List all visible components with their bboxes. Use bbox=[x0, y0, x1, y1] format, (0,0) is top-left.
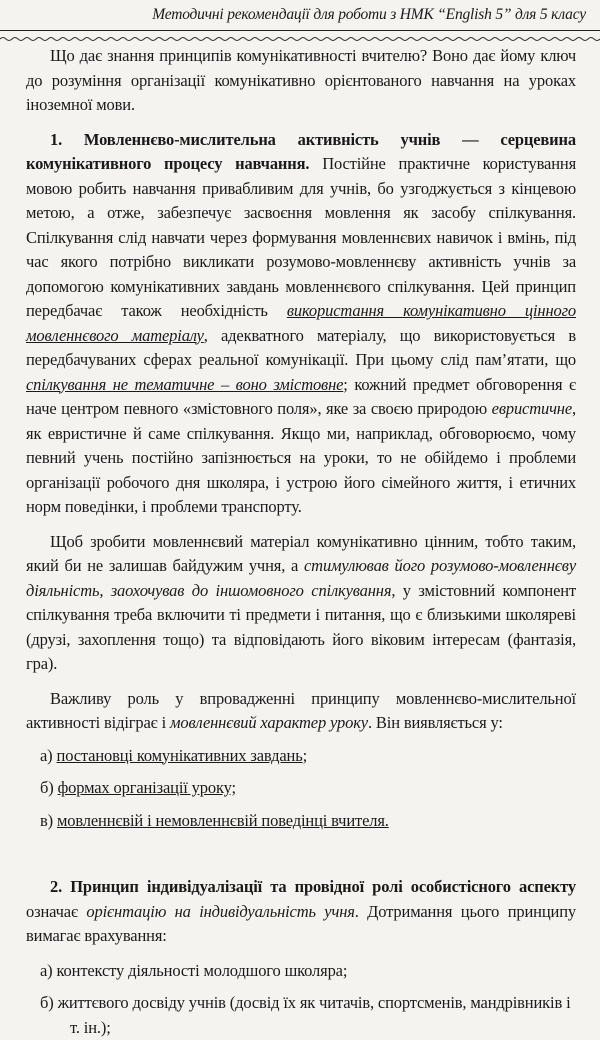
list-item bbox=[26, 776, 576, 801]
list-item bbox=[26, 959, 576, 984]
list-item bbox=[26, 809, 576, 834]
emphasis: орієнтацію на індивідуальність учня bbox=[86, 901, 355, 921]
page-body bbox=[26, 44, 576, 1040]
running-header: Методичні рекомендації для роботи з НМК “English 5” для 5 класу bbox=[152, 6, 586, 23]
list-marker: а) bbox=[40, 745, 53, 765]
wavy-divider bbox=[0, 36, 600, 42]
text-run: ; кожний предмет обговорення є наче центром певного «змістовного поля», яке за своєю природою bbox=[26, 374, 576, 418]
emphasis-underlined: спілкування не тематичне – воно змістовне bbox=[26, 374, 344, 394]
emphasis: евристичне bbox=[491, 399, 573, 418]
text-run: . Дотримання цього принципу вимагає врахування: bbox=[26, 901, 577, 945]
emphasis: стимулював його розумово-мовленнєву діяльність, заохочував до іншомовного спілкування bbox=[26, 556, 576, 600]
list-marker: а) bbox=[40, 960, 53, 980]
text-run: означає bbox=[26, 901, 87, 921]
list-marker: б) bbox=[40, 778, 54, 797]
text-run: . Він виявляється у: bbox=[367, 713, 503, 732]
section1-paragraph-2 bbox=[26, 530, 576, 677]
emphasis-underlined: використання комунікативно цінного мовленнєвого матеріалу bbox=[26, 301, 576, 345]
list-text: контексту діяльності молодшого школяра; bbox=[56, 960, 348, 980]
list-item bbox=[26, 991, 576, 1040]
text-run: Постійне практичне користування мовою робить навчання привабливим для учнів, бо узгоджується з кінцевою метою, а отже, забезпечує засвоєння мовлення як засобу спілкування. Спілкування слід навчати через формування мовленнєвих навичок і вмінь, під час якого потрібно викликати розумово-мовленнєву активність учнів за допомогою комунікативних завдань мовленнєвого спілкування. Цей принцип передбачає також необхідність bbox=[26, 154, 577, 320]
text-run: , адекватного матеріалу, що використовується в передбачуваних сферах реальної комунікації. При цьому слід пам’ятати, що bbox=[26, 325, 576, 369]
section1-paragraph-3 bbox=[26, 687, 576, 736]
list-item bbox=[26, 744, 576, 769]
text-run: , у змістовний компонент спілкування треба включити ті предмети і питання, що є близькими школяреві (друзі, захоплення тощо) та відповідають його віковим інтересам (фантазія, гра). bbox=[26, 580, 577, 673]
section1-heading: 1. Мовленнєво-мислительна активність учнів — серцевина комунікативного процесу навчання. bbox=[26, 129, 576, 173]
list-text: постановці комунікативних завдань; bbox=[56, 745, 308, 765]
list-text: мовленнєвій і немовленнєвій поведінці вчителя. bbox=[56, 810, 389, 830]
section2-heading: 2. Принцип індивідуалізації та провідної ролі особистісного аспекту bbox=[50, 877, 576, 896]
text-run: , як евристичне й саме спілкування. Якщо ми, наприклад, обговорюємо, чому певний учень постійно запізнюється на уроки, то не обійдемо і проблеми організації робочого дня школяра, і устрою його сімейного життя, і етичних норм поведінки, і проблеми транспорту. bbox=[26, 399, 576, 516]
list-text: формах організації уроку; bbox=[57, 778, 236, 797]
text-run: Щоб зробити мовленнєвий матеріал комунікативно цінним, тобто таким, який би не залишав байдужим учня, а bbox=[26, 531, 576, 575]
list-text: життєвого досвіду учнів (досвід їх як читачів, спортсменів, мандрівників і т. ін.); bbox=[57, 993, 571, 1037]
emphasis: мовленнєвий характер уроку bbox=[170, 713, 368, 732]
list-marker: б) bbox=[40, 993, 54, 1012]
section1-paragraph-1 bbox=[26, 128, 576, 520]
list-marker: в) bbox=[40, 810, 53, 830]
header-rule bbox=[0, 30, 600, 31]
text-run: Важливу роль у впровадженні принципу мовленнєво-мислительної активності відіграє і bbox=[26, 688, 576, 732]
section2-paragraph-1 bbox=[26, 875, 576, 949]
intro-paragraph: Що дає знання принципів комунікативності вчителю? Воно дає йому ключ до розуміння організації комунікативно орієнтованого навчання на уроках іноземної мови. bbox=[26, 46, 576, 114]
